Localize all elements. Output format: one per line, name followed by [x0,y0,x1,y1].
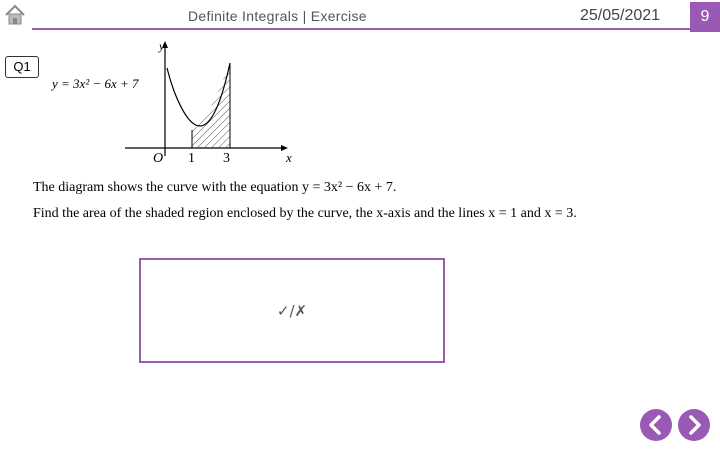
x-axis-label: x [286,150,292,165]
home-icon[interactable] [2,2,28,28]
shaded-region [192,63,230,148]
header-rule [32,28,690,30]
curve-left-tail [167,68,174,91]
y-axis-label: y [159,39,165,53]
header-bar [0,0,720,36]
origin-label: O [153,151,164,166]
date-label: 25/05/2021 [580,7,661,24]
chevron-left-icon [640,409,672,441]
page-title: Definite Integrals | Exercise [188,8,367,24]
previous-button[interactable] [640,409,672,441]
question-label: Q1 [5,56,39,78]
mark-indicator: ✓/✗ [276,302,308,320]
answer-box[interactable] [139,258,445,363]
curve-diagram [40,36,320,170]
question-text-line-2: Find the area of the shaded region enclosed by the curve, the x-axis and the lines x = 1 and x = 3. [33,206,577,221]
curve-equation-label: y = 3x² − 6x + 7 [52,76,139,91]
next-button[interactable] [678,409,710,441]
page-number-badge: 9 [690,2,720,32]
tick-label-1: 1 [188,151,195,166]
chevron-right-icon [678,409,710,441]
question-text-line-1: The diagram shows the curve with the equation y = 3x² − 6x + 7. [33,180,397,195]
tick-label-3: 3 [223,151,230,166]
